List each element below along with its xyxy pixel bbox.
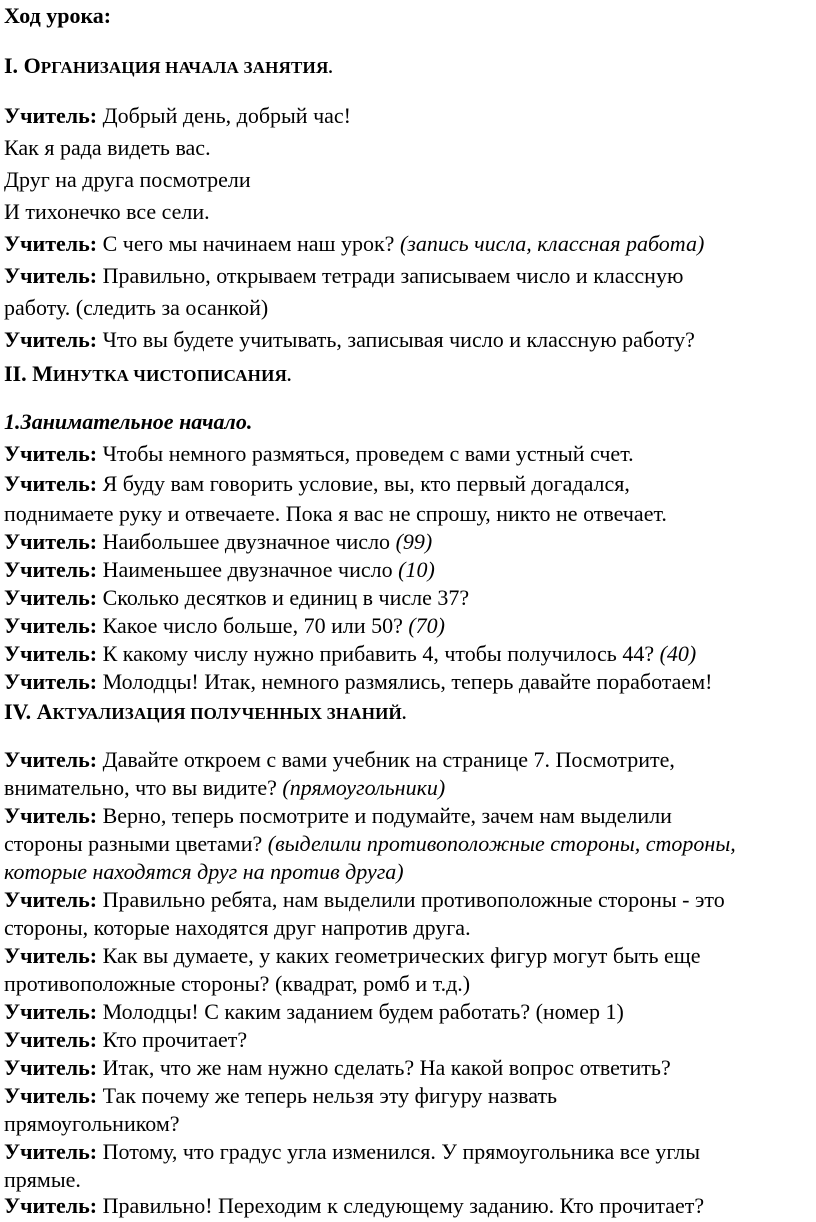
answer-note: (70) — [408, 613, 446, 638]
paragraph — [4, 668, 814, 696]
paragraph — [4, 640, 814, 668]
paragraph — [4, 528, 814, 556]
paragraph — [4, 500, 814, 528]
speaker-label: Учитель: — [4, 613, 98, 638]
speaker-label: Учитель: — [4, 327, 98, 352]
section-heading-penmanship — [4, 360, 814, 390]
speaker-label: Учитель: — [4, 471, 98, 496]
paragraph — [4, 556, 814, 584]
speaker-label: Учитель: — [4, 585, 98, 610]
paragraph — [4, 774, 814, 802]
text: Друг на друга посмотрели — [4, 167, 251, 192]
speaker-label: Учитель: — [4, 887, 98, 912]
answer-note: которые находятся друг на против друга) — [4, 859, 404, 884]
text: И тихонечко все сели. — [4, 199, 210, 224]
paragraph — [4, 326, 814, 354]
text: Добрый день, добрый час! — [102, 103, 351, 128]
text: стороны, которые находятся друг напротив друга. — [4, 915, 471, 940]
paragraph — [4, 942, 814, 970]
paragraph — [4, 470, 814, 498]
text: Итак, что же нам нужно сделать? На какой вопрос ответить? — [102, 1055, 671, 1080]
paragraph — [4, 886, 814, 914]
section-number: II. — [4, 361, 27, 386]
speaker-label: Учитель: — [4, 557, 98, 582]
answer-note: (10) — [398, 557, 435, 582]
text: противоположные стороны? (квадрат, ромб и т.д.) — [4, 971, 471, 996]
answer-note: (прямоугольники) — [282, 775, 446, 800]
section-cap: О — [23, 53, 41, 78]
paragraph — [4, 1138, 814, 1166]
speaker-label: Учитель: — [4, 1139, 98, 1164]
text: Наименьшее двузначное число — [102, 557, 393, 582]
speaker-label: Учитель: — [4, 263, 98, 288]
text: Сколько десятков и единиц в числе 37? — [102, 585, 470, 610]
paragraph — [4, 1110, 814, 1138]
text: прямые. — [4, 1167, 81, 1192]
speaker-label: Учитель: — [4, 231, 98, 256]
section-title: РГАНИЗАЦИЯ НАЧАЛА ЗАНЯТИЯ. — [40, 58, 333, 77]
text: Молодцы! С каким заданием будем работать? (номер 1) — [102, 999, 624, 1024]
speaker-label: Учитель: — [4, 529, 98, 554]
text: Потому, что градус угла изменился. У прямоугольника все углы — [102, 1139, 701, 1164]
speaker-label: Учитель: — [4, 1027, 98, 1052]
speaker-label: Учитель: — [4, 641, 98, 666]
text: К какому числу нужно прибавить 4, чтобы получилось 44? — [102, 641, 655, 666]
speaker-label: Учитель: — [4, 103, 98, 128]
answer-note: (выделили противоположные стороны, стороны, — [267, 831, 736, 856]
paragraph — [4, 134, 814, 162]
text: внимательно, что вы видите? — [4, 775, 277, 800]
paragraph — [4, 230, 814, 258]
text: Я буду вам говорить условие, вы, кто первый догадался, — [102, 471, 630, 496]
text: Молодцы! Итак, немного размялись, теперь давайте поработаем! — [102, 669, 713, 694]
text: Правильно, открываем тетради записываем число и классную — [102, 263, 684, 288]
paragraph — [4, 830, 814, 858]
paragraph — [4, 1054, 814, 1082]
paragraph — [4, 914, 814, 942]
speaker-label: Учитель: — [4, 1193, 98, 1218]
text: Правильно ребята, нам выделили противоположные стороны - это — [102, 887, 725, 912]
paragraph — [4, 970, 814, 998]
text: Как я рада видеть вас. — [4, 135, 211, 160]
speaker-label: Учитель: — [4, 943, 98, 968]
speaker-label: Учитель: — [4, 747, 98, 772]
subsection-heading: 1.Занимательное начало. — [4, 409, 253, 434]
text: Давайте откроем с вами учебник на странице 7. Посмотрите, — [102, 747, 675, 772]
section-title: КТУАЛИЗАЦИЯ ПОЛУЧЕННЫХ ЗНАНИЙ. — [52, 704, 407, 723]
lesson-heading: Ход урока: — [4, 3, 112, 28]
answer-note: (99) — [395, 529, 433, 554]
text: Какое число больше, 70 или 50? — [102, 613, 403, 638]
speaker-label: Учитель: — [4, 669, 98, 694]
text: Как вы думаете, у каких геометрических фигур могут быть еще — [102, 943, 701, 968]
paragraph — [4, 1166, 814, 1194]
text: Кто прочитает? — [102, 1027, 248, 1052]
text: стороны разными цветами? — [4, 831, 263, 856]
paragraph — [4, 612, 814, 640]
speaker-label: Учитель: — [4, 999, 98, 1024]
paragraph — [4, 746, 814, 774]
section-cap: М — [32, 361, 53, 386]
section-title: ИНУТКА ЧИСТОПИСАНИЯ. — [52, 366, 292, 385]
section-cap: А — [36, 699, 53, 724]
text: С чего мы начинаем наш урок? — [102, 231, 395, 256]
speaker-label: Учитель: — [4, 1055, 98, 1080]
section-heading-organization — [4, 52, 814, 82]
text: поднимаете руку и отвечаете. Пока я вас не спрошу, никто не отвечает. — [4, 501, 667, 526]
paragraph — [4, 998, 814, 1026]
speaker-label: Учитель: — [4, 441, 98, 466]
paragraph — [4, 166, 814, 194]
paragraph — [4, 584, 814, 612]
paragraph — [4, 262, 814, 290]
paragraph — [4, 102, 814, 130]
answer-note: (40) — [659, 641, 697, 666]
paragraph — [4, 198, 814, 226]
text: Наибольшее двузначное число — [102, 529, 391, 554]
text: прямоугольником? — [4, 1111, 180, 1136]
text: Так почему же теперь нельзя эту фигуру назвать — [102, 1083, 558, 1108]
section-heading-knowledge — [4, 698, 814, 728]
text: Правильно! Переходим к следующему заданию. Кто прочитает? — [102, 1193, 705, 1218]
section-number: I. — [4, 53, 19, 78]
section-number: IV. — [4, 699, 32, 724]
paragraph — [4, 1026, 814, 1054]
paragraph — [4, 440, 814, 468]
text: Что вы будете учитывать, записывая число и классную работу? — [102, 327, 695, 352]
speaker-label: Учитель: — [4, 803, 98, 828]
paragraph — [4, 294, 814, 322]
answer-note: (запись числа, классная работа) — [399, 231, 705, 256]
text: Верно, теперь посмотрите и подумайте, зачем нам выделили — [102, 803, 672, 828]
paragraph — [4, 858, 814, 886]
speaker-label: Учитель: — [4, 1083, 98, 1108]
text: Чтобы немного размяться, проведем с вами устный счет. — [102, 441, 634, 466]
text: работу. (следить за осанкой) — [4, 295, 269, 320]
paragraph — [4, 802, 814, 830]
paragraph — [4, 1192, 814, 1220]
paragraph — [4, 1082, 814, 1110]
